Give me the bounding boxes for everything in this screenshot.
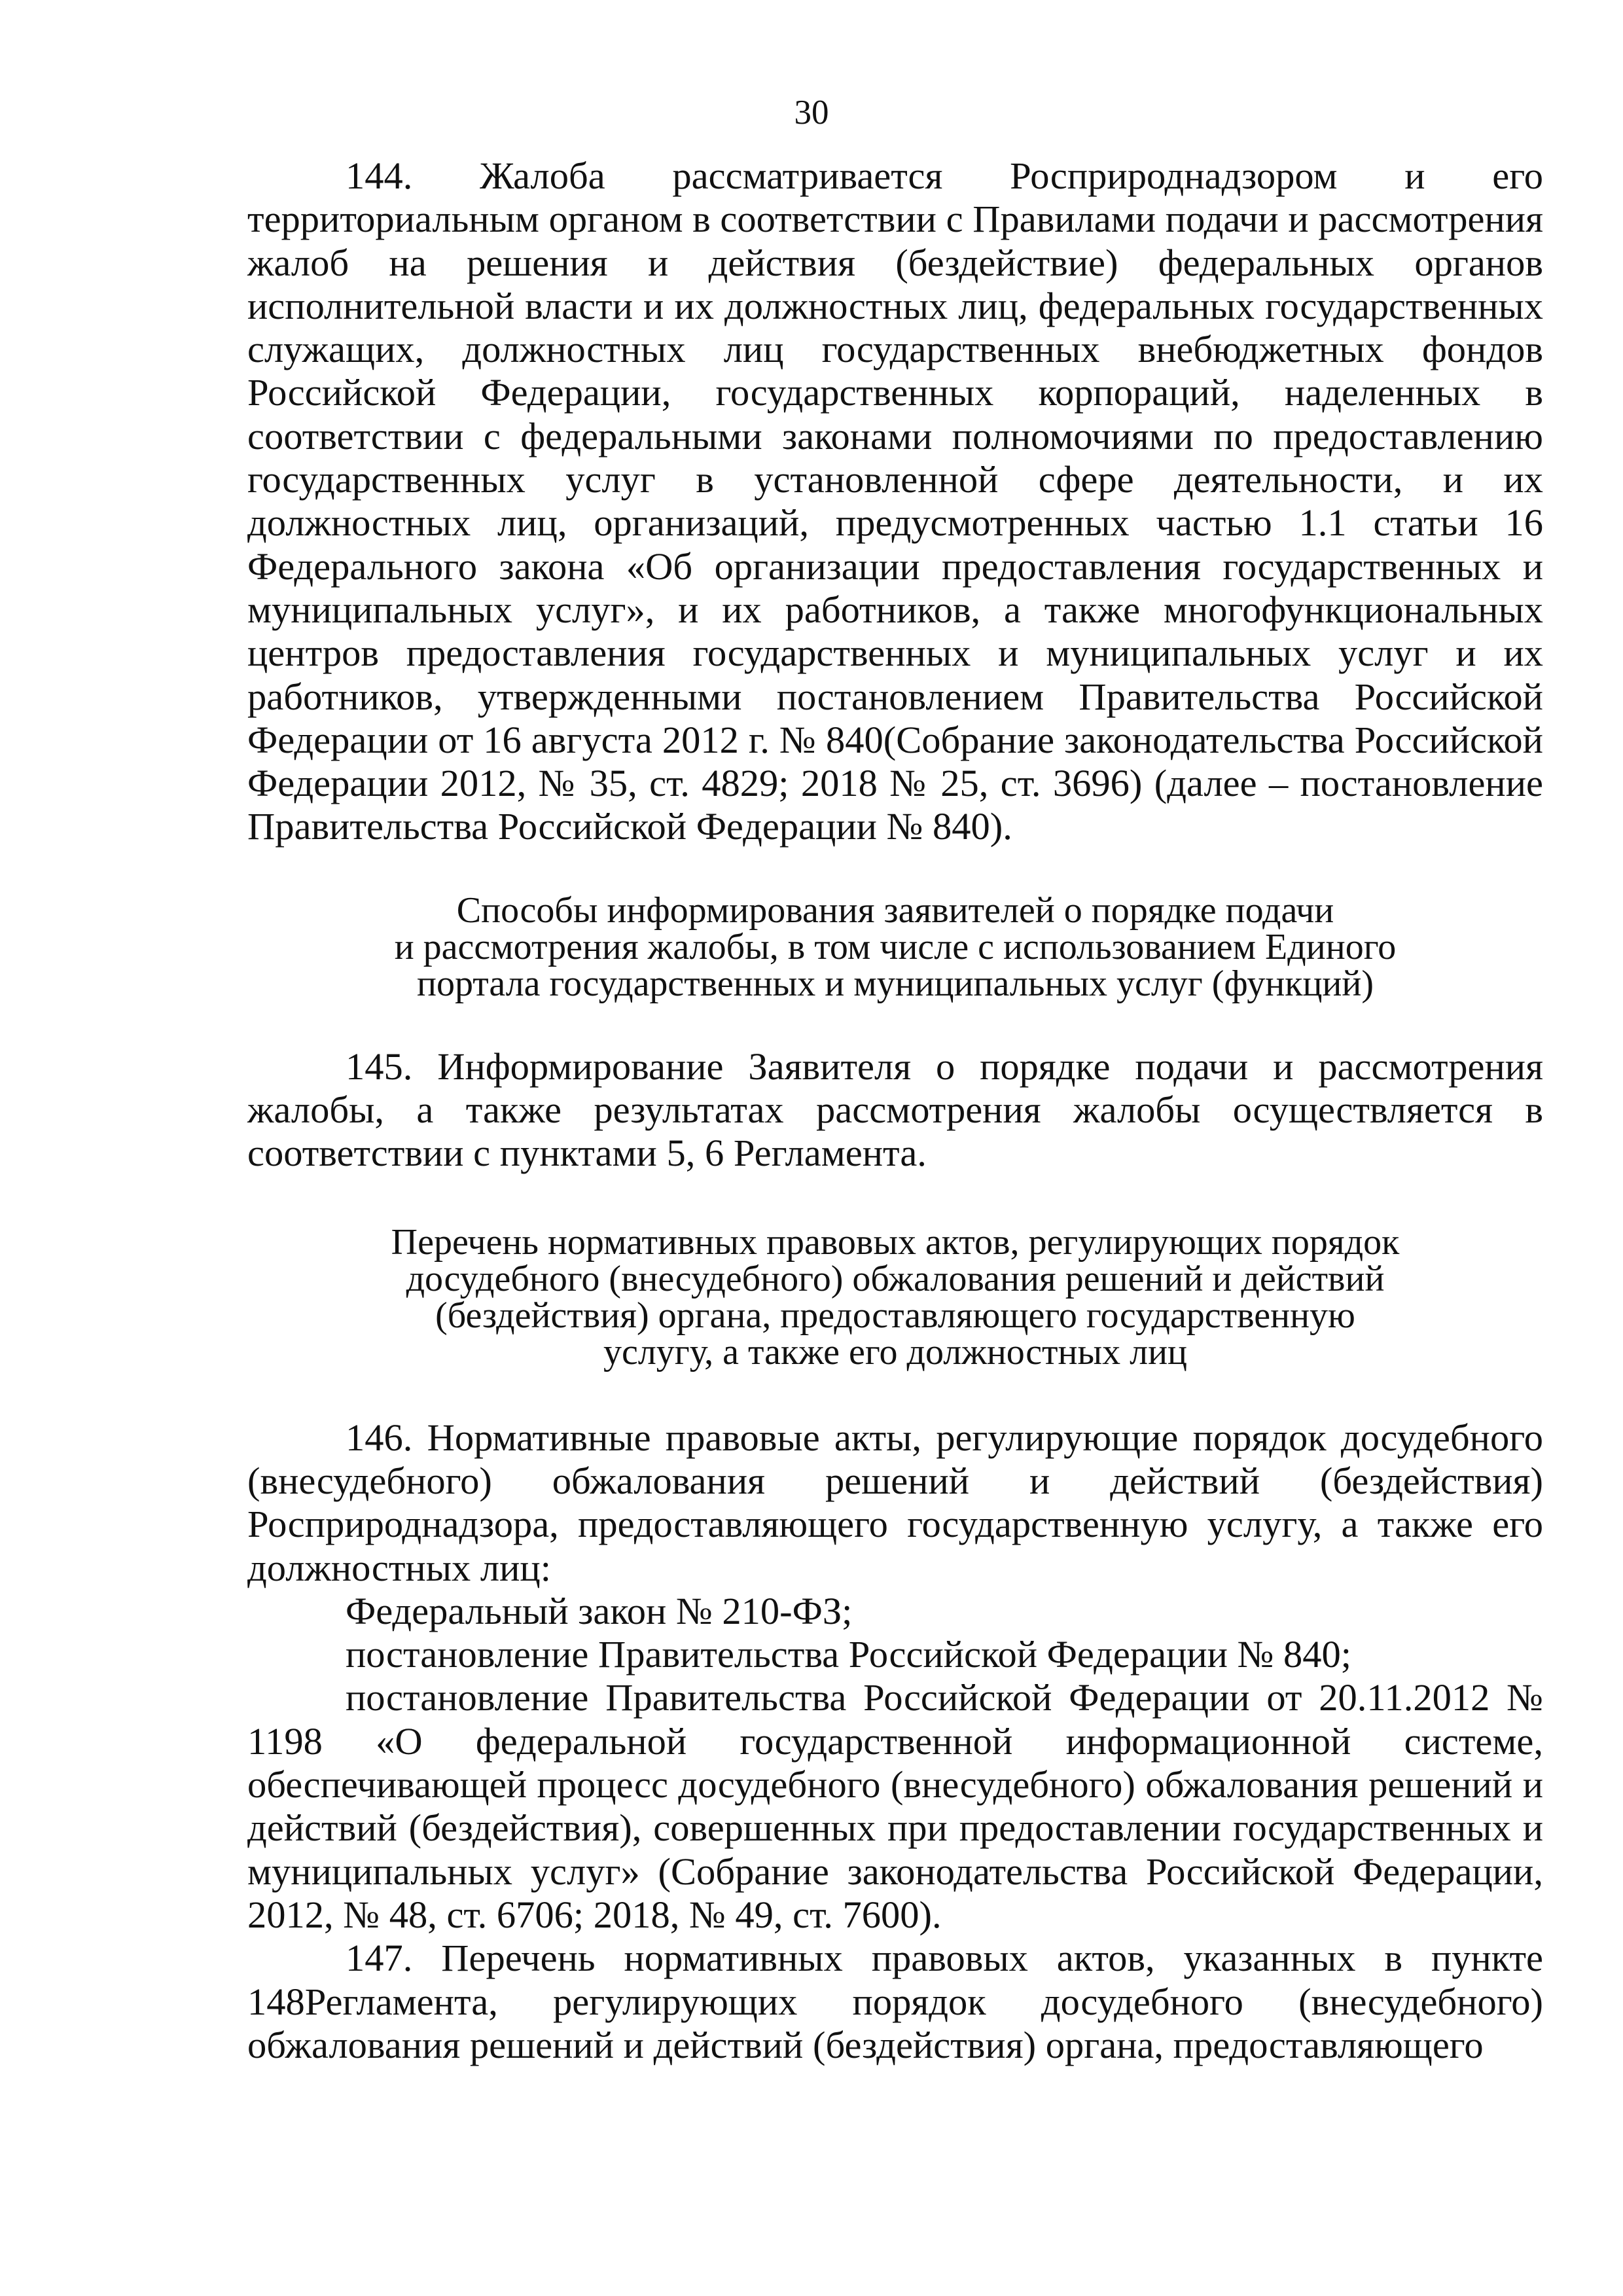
heading-line: услугу, а также его должностных лиц xyxy=(603,1331,1188,1372)
heading-line: Способы информирования заявителей о порядке подачи xyxy=(456,889,1334,931)
heading-line: и рассмотрения жалобы, в том числе с использованием Единого xyxy=(394,926,1397,967)
paragraph-145: 145. Информирование Заявителя о порядке подачи и рассмотрения жалобы, а также результатах рассмотрения жалобы осуществляется в соответствии с пунктами 5, 6 Регламента. xyxy=(247,1045,1543,1175)
paragraph-147: 147. Перечень нормативных правовых актов, указанных в пункте 148Регламента, регулирующих порядок досудебного (внесудебного) обжалования решений и действий (бездействия) органа, предоставляющего xyxy=(247,1937,1543,2066)
heading-line: портала государственных и муниципальных услуг (функций) xyxy=(416,963,1374,1004)
heading-line: Перечень нормативных правовых актов, регулирующих порядок xyxy=(391,1221,1400,1263)
paragraph-146-item-2: постановление Правительства Российской Федерации № 840; xyxy=(346,1633,1352,1676)
heading-line: досудебного (внесудебного) обжалования решений и действий xyxy=(406,1258,1385,1299)
paragraph-144: 144. Жалоба рассматривается Росприроднадзором и его территориальным органом в соответствии с Правилами подачи и рассмотрения жалоб на решения и действия (бездействие) федеральных органов исполнительной власти и их должностных лиц, федеральных государственных служащих, должностных лиц государственных внебюджетных фондов Российской Федерации, государственных корпораций, наделенных в соответствии с федеральными законами полномочиями по предоставлению государственных услуг в установленной сфере деятельности, и их должностных лиц, организаций, предусмотренных частью 1.1 статьи 16 Федерального закона «Об организации предоставления государственных и муниципальных услуг», и их работников, а также многофункциональных центров предоставления государственных и муниципальных услуг и их работников, утвержденными постановлением Правительства Российской Федерации от 16 августа 2012 г. № 840(Собрание законодательства Российской Федерации 2012, № 35, ст. 4829; 2018 № 25, ст. 3696) (далее – постановление Правительства Российской Федерации № 840). xyxy=(247,154,1543,848)
page-number: 30 xyxy=(794,94,829,132)
paragraph-146-item-3: постановление Правительства Российской Федерации от 20.11.2012 № 1198 «О федеральной государственной информационной системе, обеспечивающей процесс досудебного (внесудебного) обжалования решений и действий (бездействия), совершенных при предоставлении государственных и муниципальных услуг» (Собрание законодательства Российской Федерации, 2012, № 48, ст. 6706; 2018, № 49, ст. 7600). xyxy=(247,1676,1543,1936)
heading-normative-acts xyxy=(247,1221,1543,1372)
page-content xyxy=(247,154,1543,2067)
heading-informing-methods xyxy=(247,889,1543,1004)
paragraph-146-item-1: Федеральный закон № 210-ФЗ; xyxy=(346,1589,853,1632)
paragraph-146: 146. Нормативные правовые акты, регулирующие порядок досудебного (внесудебного) обжалования решений и действий (бездействия) Росприроднадзора, предоставляющего государственную услугу, а также его должностных лиц: xyxy=(247,1416,1543,1589)
heading-line: (бездействия) органа, предоставляющего государственную xyxy=(435,1295,1355,1336)
